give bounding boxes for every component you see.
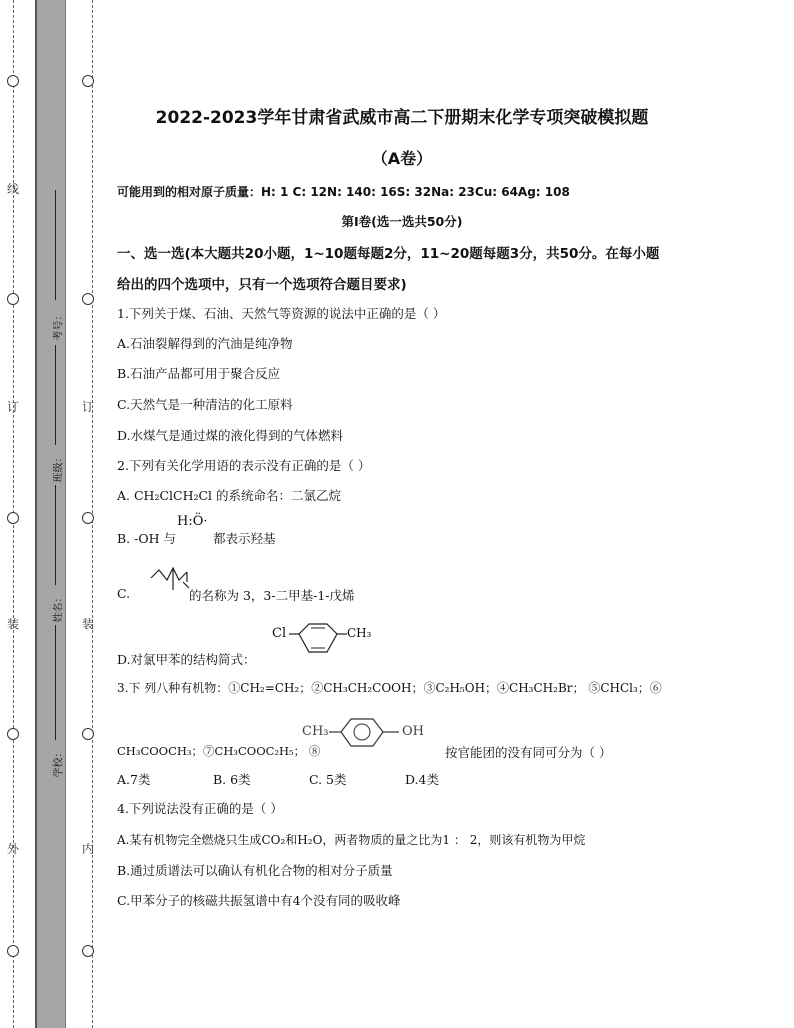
margin-char: 外 bbox=[7, 842, 20, 856]
field-school-line[interactable] bbox=[55, 625, 56, 740]
field-exam-number-label: 考号： bbox=[53, 310, 65, 341]
field-school-label: 学校： bbox=[53, 747, 65, 778]
binding-hole bbox=[82, 512, 94, 524]
binding-hole bbox=[7, 293, 19, 305]
option-c-suffix: 的名称为 3，3-二甲基-1-戊烯 bbox=[189, 588, 355, 603]
question-2-stem: 2.下列有关化学用语的表示没有正确的是（ ） bbox=[117, 458, 371, 473]
question-4-stem: 4.下列说法没有正确的是（ ） bbox=[117, 801, 283, 816]
margin-band bbox=[35, 0, 66, 1028]
hydroxyl-electron-formula: H:Ö· bbox=[177, 514, 208, 529]
margin-char: 装 bbox=[7, 617, 20, 631]
chloro-label: Cl bbox=[272, 626, 287, 641]
margin-char: 内 bbox=[82, 842, 95, 856]
question-3-option-b[interactable]: B. 6类 bbox=[212, 772, 251, 787]
binding-hole bbox=[7, 512, 19, 524]
question-3-options bbox=[117, 770, 465, 788]
field-class-label: 班级： bbox=[53, 452, 65, 483]
margin-char: 订 bbox=[82, 400, 95, 414]
binding-hole bbox=[82, 945, 94, 957]
question-1-option-c[interactable]: C.天然气是一种清洁的化工原料 bbox=[117, 397, 293, 412]
question-1-stem: 1.下列关于煤、石油、天然气等资源的说法中正确的是（ ） bbox=[117, 306, 446, 321]
binding-hole bbox=[82, 293, 94, 305]
question-2-option-c[interactable] bbox=[117, 566, 517, 602]
option-b-prefix: B. -OH 与 bbox=[117, 531, 176, 546]
question-2-option-b[interactable] bbox=[117, 514, 517, 550]
binding-hole bbox=[7, 75, 19, 87]
question-3-option-c[interactable]: C. 5类 bbox=[308, 772, 347, 787]
p-cresol-oh-label: OH bbox=[402, 724, 424, 739]
page-title: 2022-2023学年甘肃省武威市高二下册期末化学专项突破模拟题 bbox=[155, 108, 649, 128]
field-exam-number-line[interactable] bbox=[55, 190, 56, 300]
field-class-line[interactable] bbox=[55, 345, 56, 445]
binding-hole bbox=[7, 728, 19, 740]
field-name-label: 姓名： bbox=[53, 592, 65, 623]
page-subtitle: （A卷） bbox=[371, 149, 433, 168]
q3-line2-prefix: CH₃COOCH₃；⑦CH₃COOC₂H₅； ⑧ bbox=[117, 744, 321, 758]
binding-hole bbox=[7, 945, 19, 957]
option-d-prefix: D.对氯甲苯的结构简式： bbox=[117, 652, 256, 667]
q3-line2-suffix: 按官能团的没有同可分为（ ） bbox=[445, 745, 612, 760]
p-cresol-structure-icon bbox=[327, 716, 407, 756]
question-1-option-d[interactable]: D.水煤气是通过煤的液化得到的气体燃料 bbox=[117, 428, 344, 443]
margin-char: 线 bbox=[7, 182, 20, 196]
section-instruction: 给出的四个选项中，只有一个选项符合题目要求) bbox=[117, 277, 407, 293]
question-2-option-d[interactable] bbox=[117, 620, 517, 666]
question-3-line-2 bbox=[117, 716, 687, 762]
question-4-option-c[interactable]: C.甲苯分子的核磁共振氢谱中有4个没有同的吸收峰 bbox=[117, 893, 401, 908]
option-b-suffix: 都表示羟基 bbox=[213, 531, 276, 546]
section-instruction: 一、选一选(本大题共20小题，1~10题每题2分，11~20题每题3分，共50分。在每小题 bbox=[117, 246, 660, 262]
question-2-option-a[interactable]: A. CH₂ClCH₂Cl 的系统命名：二氯乙烷 bbox=[117, 488, 342, 503]
question-4-option-b[interactable]: B.通过质谱法可以确认有机化合物的相对分子质量 bbox=[117, 863, 393, 878]
margin-char: 装 bbox=[82, 617, 95, 631]
question-4-option-a[interactable]: A.某有机物完全燃烧只生成CO₂和H₂O，两者物质的量之比为1 ： 2，则该有机物为甲烷 bbox=[117, 833, 586, 847]
p-cresol-ch3-label: CH₃ bbox=[302, 724, 329, 739]
binding-hole bbox=[82, 75, 94, 87]
atomic-masses: 可能用到的相对原子质量：H: 1 C: 12N: 140: 16S: 32Na: 23Cu: 64Ag: 108 bbox=[117, 185, 570, 199]
skeletal-formula-icon bbox=[149, 566, 189, 596]
margin-char: 订 bbox=[7, 400, 20, 414]
binding-margin bbox=[0, 0, 100, 1028]
methyl-label: CH₃ bbox=[347, 626, 372, 640]
question-3-option-d[interactable]: D.4类 bbox=[404, 772, 439, 787]
question-3-option-a[interactable]: A.7类 bbox=[117, 772, 151, 787]
option-c-prefix: C. bbox=[117, 586, 131, 601]
binding-hole bbox=[82, 728, 94, 740]
question-1-option-a[interactable]: A.石油裂解得到的汽油是纯净物 bbox=[117, 336, 293, 351]
section-title: 第I卷(选一选共50分) bbox=[341, 214, 463, 229]
question-1-option-b[interactable]: B.石油产品都可用于聚合反应 bbox=[117, 366, 281, 381]
question-3-stem: 3.下 列八种有机物：①CH₂=CH₂；②CH₃CH₂COOH；③C₂H₅OH；④CH₃CH₂Br； ⑤CHCl₃；⑥ bbox=[117, 681, 662, 695]
field-name-line[interactable] bbox=[55, 485, 56, 585]
